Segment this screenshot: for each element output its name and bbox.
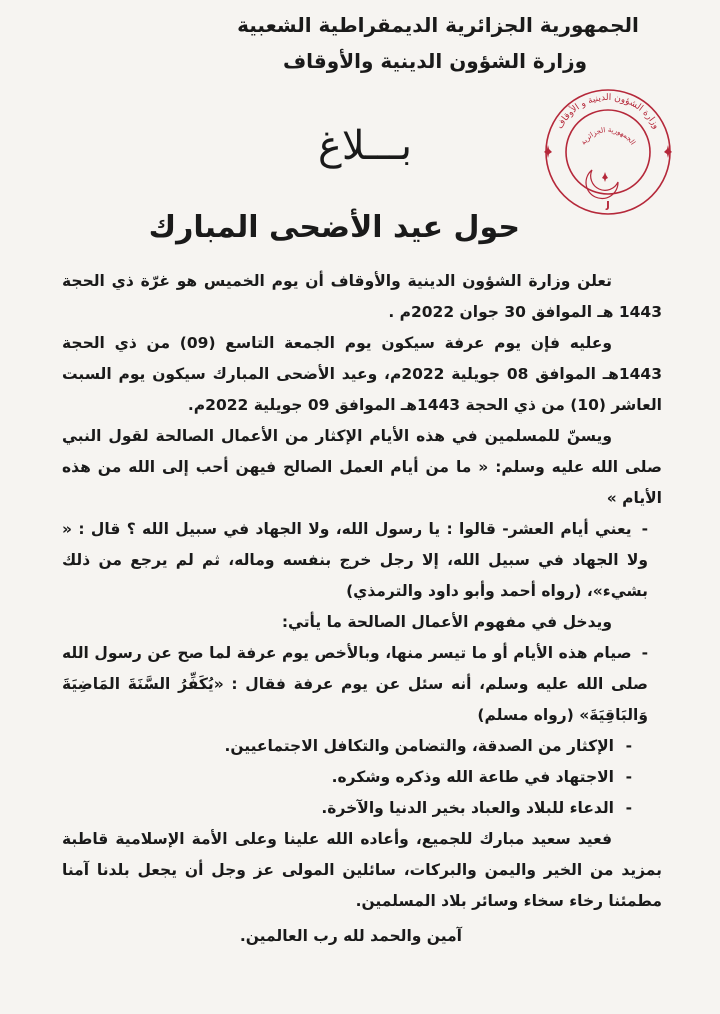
stamp-text: وزارة الشؤون الدينية و الأوقاف <box>554 92 662 131</box>
paragraph-good-deeds-intro: ويدخل في مفهوم الأعمال الصالحة ما يأتي: <box>281 613 612 631</box>
paragraph-dates: وعليه فإن يوم عرفة سيكون يوم الجمعة التاسع (09) من ذي الحجة 1443هـ الموافق 08 جويلية 2022م، وعيد الأضحى المبارك سيكون يوم السبت العاشر (10) من ذي الحجة 1443هـ الموافق 09 جويلية 2022م. <box>62 334 662 414</box>
svg-text:وزارة الشؤون الدينية و الأوقاف <box>555 93 661 131</box>
closing-line: آمين والحمد لله رب العالمين. <box>239 927 462 945</box>
stamp-letter: J <box>606 200 610 211</box>
list-item <box>62 731 662 762</box>
list-item-text: الاجتهاد في طاعة الله وذكره وشكره. <box>331 768 614 786</box>
paragraph-fasting <box>62 638 662 731</box>
document-body <box>62 266 662 952</box>
header-ministry: وزارة الشؤون الدينية والأوقاف <box>282 49 588 73</box>
list-item <box>62 793 662 824</box>
list-item-text: الدعاء للبلاد والعباد بخير الدنيا والآخرة. <box>321 799 614 817</box>
dash-marker: - <box>625 768 632 786</box>
list-item <box>62 762 662 793</box>
dash-marker: - <box>625 737 632 755</box>
header-republic: الجمهورية الجزائرية الديمقراطية الشعبية <box>237 13 639 37</box>
stamp-inner-text: الجمهورية الجزائرية <box>579 125 637 147</box>
dash-marker: - <box>641 644 648 662</box>
list-item-text: الإكثار من الصدقة، والتضامن والتكافل الاجتماعيين. <box>224 737 614 755</box>
stamp-star-center <box>602 172 608 182</box>
stamp-outer-ring <box>546 90 670 214</box>
paragraph-hadith-continued <box>62 514 662 607</box>
stamp-inner-ring <box>566 110 650 194</box>
svg-text:الجمهورية الجزائرية <box>579 126 637 146</box>
good-deeds-list <box>62 731 662 824</box>
document-title: بـــلاغ <box>317 123 413 169</box>
official-stamp <box>540 86 676 218</box>
dash-marker: - <box>641 520 648 538</box>
paragraph-hadith-continued-text: يعني أيام العشر- قالوا : يا رسول الله، ولا الجهاد في سبيل الله ؟ قال : « ولا الجهاد في سبيل الله، إلا رجل خرج بنفسه وماله، ثم لم يرجع من ذلك بشيء»، (رواه أحمد وأبو داود والترمذي) <box>62 520 648 600</box>
paragraph-announcement: تعلن وزارة الشؤون الدينية والأوقاف أن يوم الخميس هو غرّة ذي الحجة 1443 هـ الموافق 30 جوان 2022م . <box>62 272 662 321</box>
paragraph-fasting-text: صيام هذه الأيام أو ما تيسر منها، وبالأخص يوم عرفة لما صح عن رسول الله صلى الله عليه وسلم، أنه سئل عن يوم عرفة فقال : «يُكَفِّرُ السَّنَةَ المَاضِيَةَ وَالبَاقِيَةَ» (رواه مسلم) <box>62 644 648 724</box>
stamp-star-left <box>544 145 552 158</box>
dash-marker: - <box>625 799 632 817</box>
paragraph-greetings: فعيد سعيد مبارك للجميع، وأعاده الله علينا وعلى الأمة الإسلامية قاطبة بمزيد من الخير واليمن والبركات، سائلين المولى عز وجل أن يجعل بلدنا آمنا مطمئنا رخاء سخاء وسائر بلاد المسلمين. <box>62 830 662 910</box>
stamp-star-right <box>664 145 672 158</box>
document-subtitle: حول عيد الأضحى المبارك <box>148 210 520 245</box>
paragraph-hadith: ويسنّ للمسلمين في هذه الأيام الإكثار من الأعمال الصالحة لقول النبي صلى الله عليه وسلم: « ما من أيام العمل الصالح فيهن أحب إلى الله من هذه الأيام » <box>62 427 662 507</box>
